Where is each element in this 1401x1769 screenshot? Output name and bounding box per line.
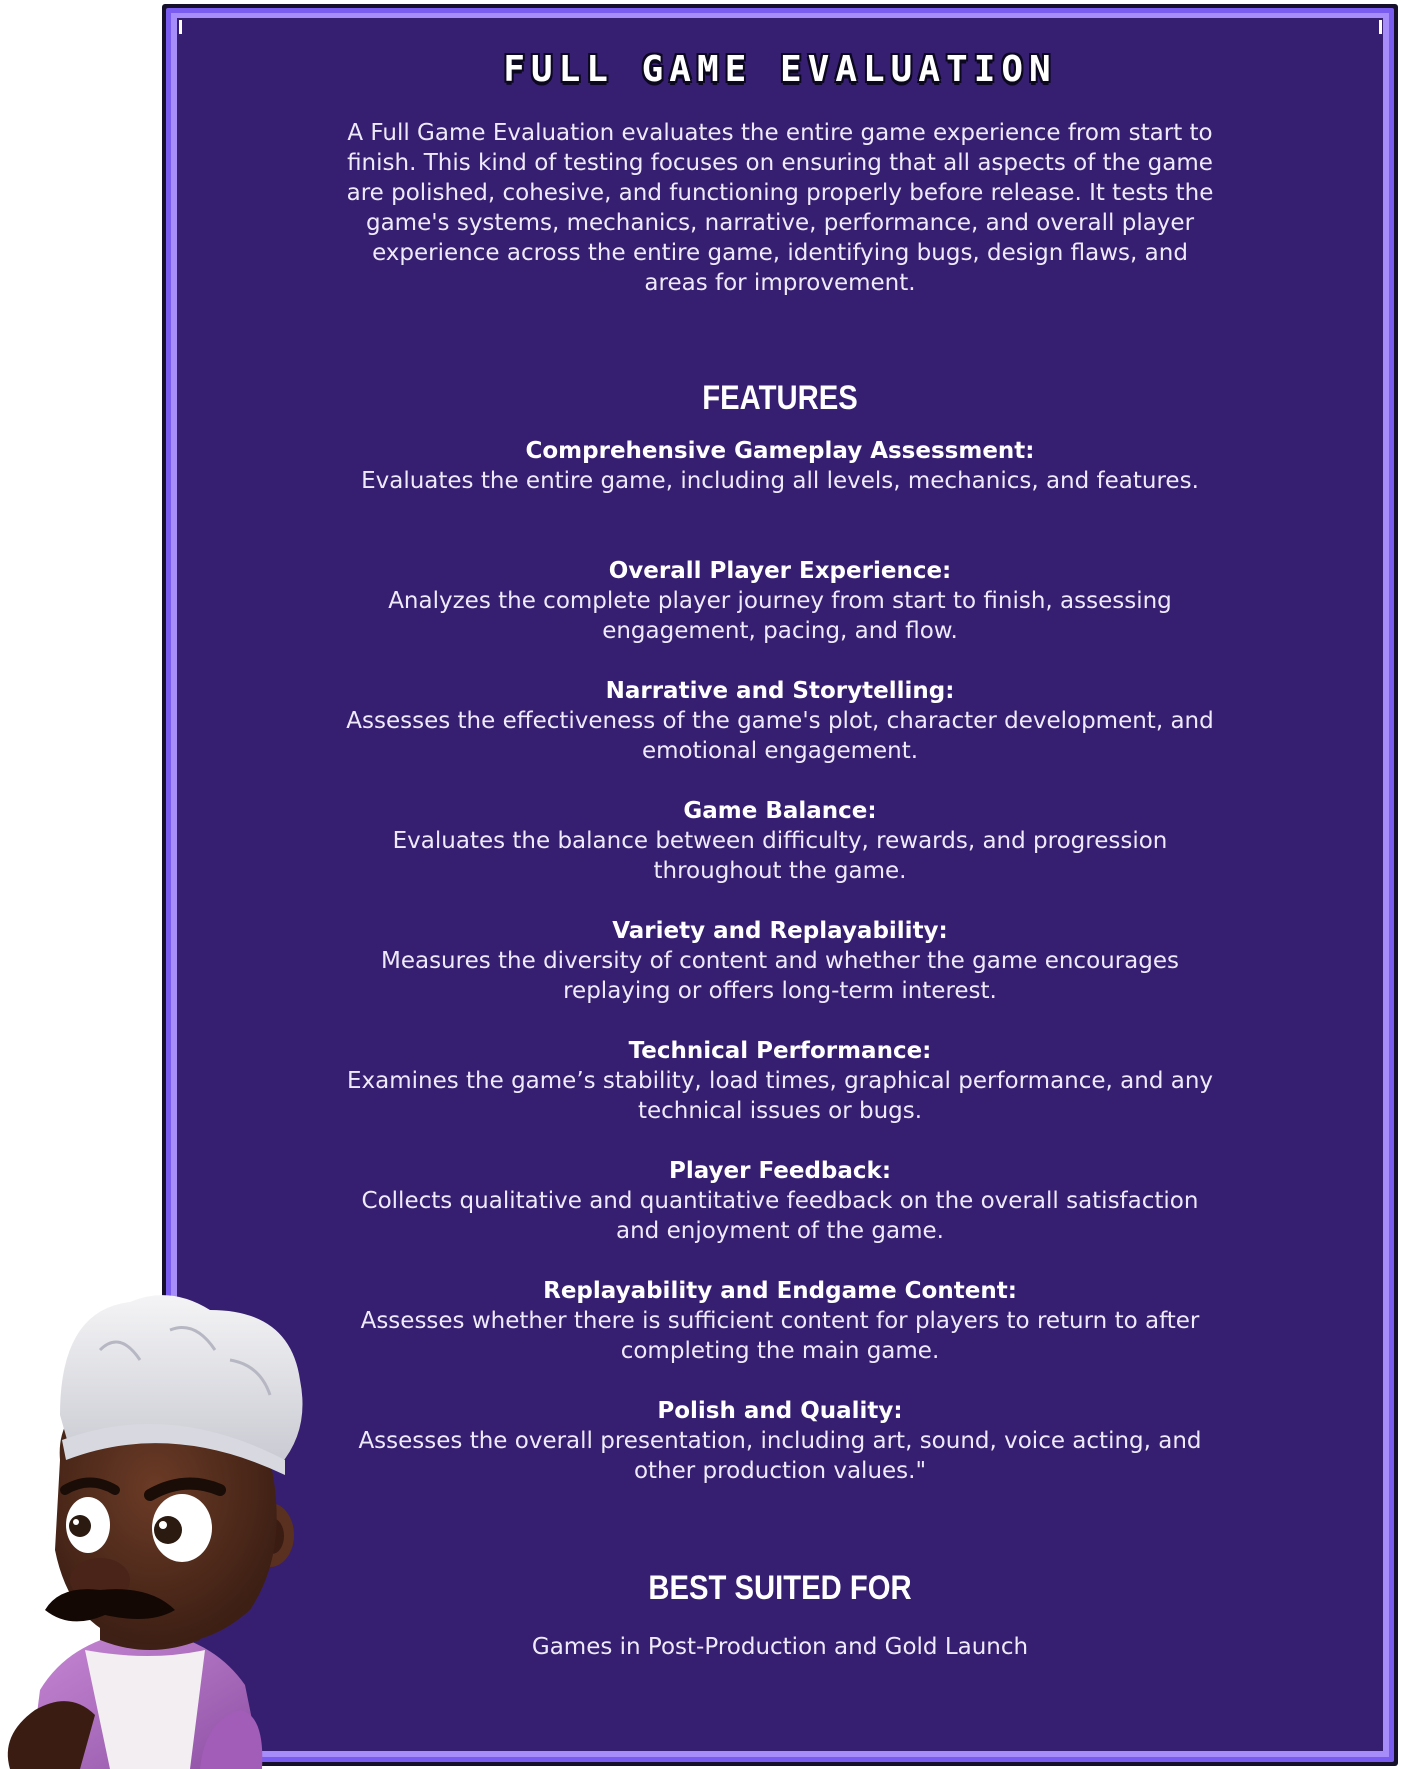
corner-tick-left bbox=[179, 20, 182, 34]
feature-description: Measures the diversity of content and whether the game encourages replaying or offers long-term interest. bbox=[380, 948, 1180, 1004]
corner-tick-right bbox=[1379, 20, 1382, 34]
page-title: FULL GAME EVALUATION bbox=[503, 49, 1057, 90]
intro-paragraph: A Full Game Evaluation evaluates the entire game experience from start to finish. This kind of testing focuses on ensuring that all aspects of the game are polished, cohesive, and functioning properly before release. It tests the game's systems, mechanics, narrative, performance, and overall player experience across the entire game, identifying bugs, design flaws, and areas for improvement. bbox=[346, 120, 1214, 296]
feature-item bbox=[340, 556, 1220, 676]
feature-description: Assesses whether there is sufficient content for players to return to after completing the main game. bbox=[360, 1308, 1200, 1364]
feature-description: Assesses the effectiveness of the game's plot, character development, and emotional engagement. bbox=[346, 708, 1214, 764]
feature-title: Variety and Replayability: bbox=[612, 918, 948, 944]
best-suited-text: Games in Post-Production and Gold Launch bbox=[531, 1634, 1029, 1660]
feature-item bbox=[340, 1156, 1220, 1276]
feature-description: Analyzes the complete player journey from start to finish, assessing engagement, pacing, and flow. bbox=[388, 588, 1172, 644]
feature-title: Overall Player Experience: bbox=[608, 558, 952, 584]
feature-item bbox=[340, 1396, 1220, 1516]
feature-item bbox=[340, 676, 1220, 796]
feature-item bbox=[340, 916, 1220, 1036]
feature-description: Assesses the overall presentation, including art, sound, voice acting, and other production values." bbox=[358, 1428, 1202, 1484]
feature-title: Game Balance: bbox=[683, 798, 877, 824]
feature-description: Evaluates the entire game, including all levels, mechanics, and features. bbox=[361, 468, 1199, 494]
feature-item bbox=[340, 796, 1220, 916]
feature-item bbox=[340, 436, 1220, 556]
feature-description: Evaluates the balance between difficulty, rewards, and progression throughout the game. bbox=[392, 828, 1168, 884]
feature-title: Narrative and Storytelling: bbox=[605, 678, 955, 704]
features-heading: FEATURES bbox=[702, 379, 858, 417]
feature-item bbox=[340, 1276, 1220, 1396]
feature-title: Replayability and Endgame Content: bbox=[543, 1278, 1017, 1304]
feature-title: Player Feedback: bbox=[668, 1158, 892, 1184]
feature-title: Polish and Quality: bbox=[657, 1398, 903, 1424]
chef-mascot-icon bbox=[0, 1290, 350, 1769]
feature-title: Comprehensive Gameplay Assessment: bbox=[525, 438, 1035, 464]
feature-description: Collects qualitative and quantitative feedback on the overall satisfaction and enjoyment of the game. bbox=[361, 1188, 1199, 1244]
feature-item bbox=[340, 1036, 1220, 1156]
feature-description: Examines the game’s stability, load times, graphical performance, and any technical issues or bugs. bbox=[346, 1068, 1214, 1124]
best-suited-heading: BEST SUITED FOR bbox=[648, 1569, 912, 1607]
features-list bbox=[340, 436, 1220, 1516]
feature-title: Technical Performance: bbox=[628, 1038, 932, 1064]
